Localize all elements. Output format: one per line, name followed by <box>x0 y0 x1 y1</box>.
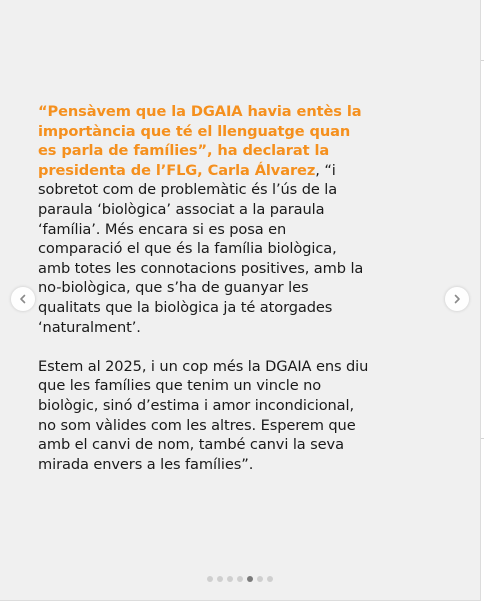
pagination-dot[interactable] <box>217 576 223 582</box>
slide-content <box>38 102 372 474</box>
slide-paragraph-1 <box>38 102 372 337</box>
pagination-dot[interactable] <box>207 576 213 582</box>
carousel-pagination <box>0 576 480 582</box>
pagination-dot[interactable] <box>247 576 253 582</box>
pagination-dot[interactable] <box>237 576 243 582</box>
pagination-dot[interactable] <box>257 576 263 582</box>
pagination-dot[interactable] <box>227 576 233 582</box>
quote-body: , “i sobretot com de problemàtic és l’ús de la paraula ‘biològica’ associat a la paraula ‘família’. Més encara si es posa en comparació el que és la família biològica, amb totes les connotacions positives, amb la no-biològica, que s’ha de guanyar les qualitats que la biològica ja té atorgades ‘naturalment’. <box>38 161 364 336</box>
carousel-prev-button[interactable] <box>11 287 35 311</box>
quote-highlight: “Pensàvem que la DGAIA havia entès la importància que té el llenguatge quan es parla de famílies”, ha declarat la presidenta de l’FLG, Carla Álvarez <box>38 103 362 179</box>
carousel-next-button[interactable] <box>445 287 469 311</box>
pagination-dot[interactable] <box>267 576 273 582</box>
chevron-right-icon <box>452 294 462 304</box>
slide-paragraph-2: Estem al 2025, i un cop més la DGAIA ens diu que les famílies que tenim un vincle no biològic, sinó d’estima i amor incondicional, no som vàlides com les altres. Esperem que amb el canvi de nom, també canvi la seva mirada envers a les famílies”. <box>38 357 369 473</box>
chevron-left-icon <box>18 294 28 304</box>
